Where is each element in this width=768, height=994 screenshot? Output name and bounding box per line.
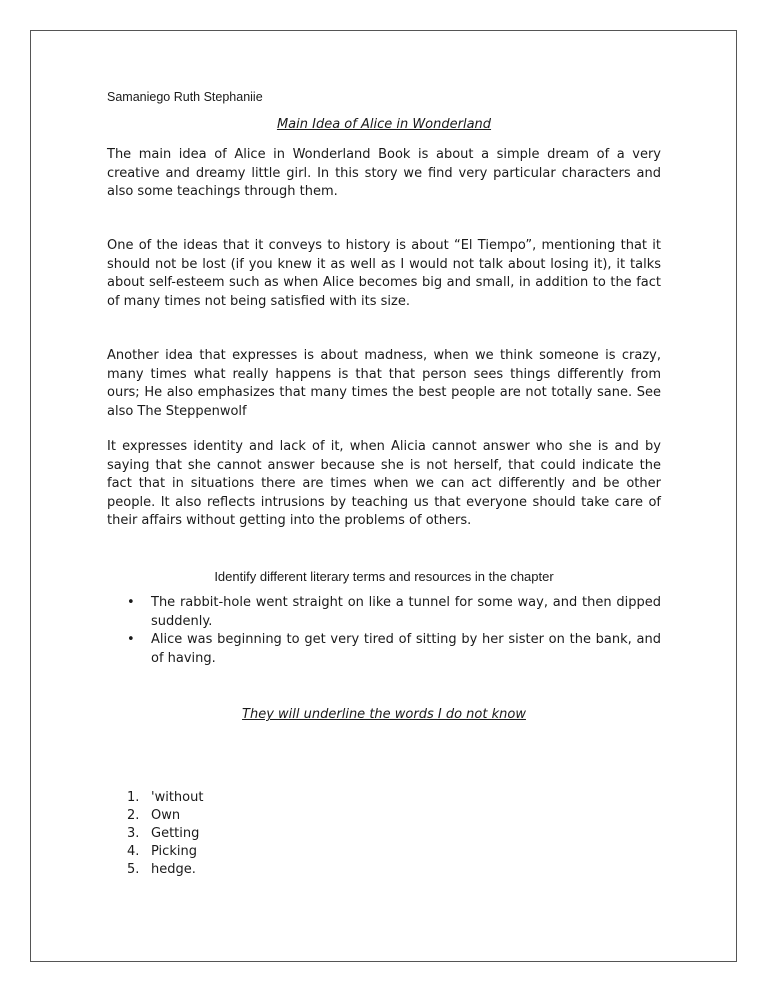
- paragraph-4: It expresses identity and lack of it, when Alicia cannot answer who she is and by saying that she cannot answer because she is not herself, that could indicate the fact that in situations there are times when we can act differently and be other people. It also reflects intrusions by teaching us that everyone should take care of their affairs without getting into the problems of others.: [107, 439, 661, 529]
- list-word: Own: [151, 808, 181, 823]
- list-number: 5.: [127, 862, 140, 877]
- bullet-list: [107, 594, 661, 668]
- list-number: 2.: [127, 808, 140, 823]
- list-word: 'without: [151, 790, 204, 805]
- paragraph-2: One of the ideas that it conveys to history is about “El Tiempo”, mentioning that it should not be lost (if you knew it as well as I would not talk about losing it), it talks about self-esteem such as when Alice becomes big and small, in addition to the fact of many times not being satisfied with its size.: [107, 238, 661, 309]
- author-name: Samaniego Ruth Stephaniie: [107, 90, 263, 104]
- document-title: Main Idea of Alice in Wonderland: [276, 117, 492, 132]
- list-item: [107, 825, 203, 843]
- bullet-text: Alice was beginning to get very tired of sitting by her sister on the bank, and of having.: [151, 632, 661, 666]
- list-word: Picking: [151, 844, 197, 859]
- paragraph-1: The main idea of Alice in Wonderland Book is about a simple dream of a very creative and dreamy little girl. In this story we find very particular characters and also some teachings through them.: [107, 147, 661, 200]
- bullet-text: The rabbit-hole went straight on like a tunnel for some way, and then dipped suddenly.: [151, 595, 661, 629]
- list-word: hedge.: [151, 862, 196, 877]
- list-number: 3.: [127, 826, 140, 841]
- word-list: [107, 789, 203, 879]
- underline-words-heading: They will underline the words I do not know: [242, 707, 526, 722]
- list-item: [107, 807, 203, 825]
- bullet-icon: •: [127, 595, 135, 610]
- paragraph-3: Another idea that expresses is about madness, when we think someone is crazy, many times what really happens is that that person sees things differently from ours; He also emphasizes that many times the best people are not totally sane. See also The Steppenwolf: [107, 348, 661, 419]
- bullet-icon: •: [127, 632, 135, 648]
- list-item: [107, 861, 203, 879]
- list-item: [107, 789, 203, 807]
- list-number: 4.: [127, 844, 140, 859]
- list-item: [107, 843, 203, 861]
- bullet-item: [107, 631, 661, 668]
- list-number: 1.: [127, 790, 140, 805]
- bullet-item: [107, 594, 661, 631]
- list-word: Getting: [151, 826, 200, 841]
- section-subheading: Identify different literary terms and resources in the chapter: [214, 569, 554, 584]
